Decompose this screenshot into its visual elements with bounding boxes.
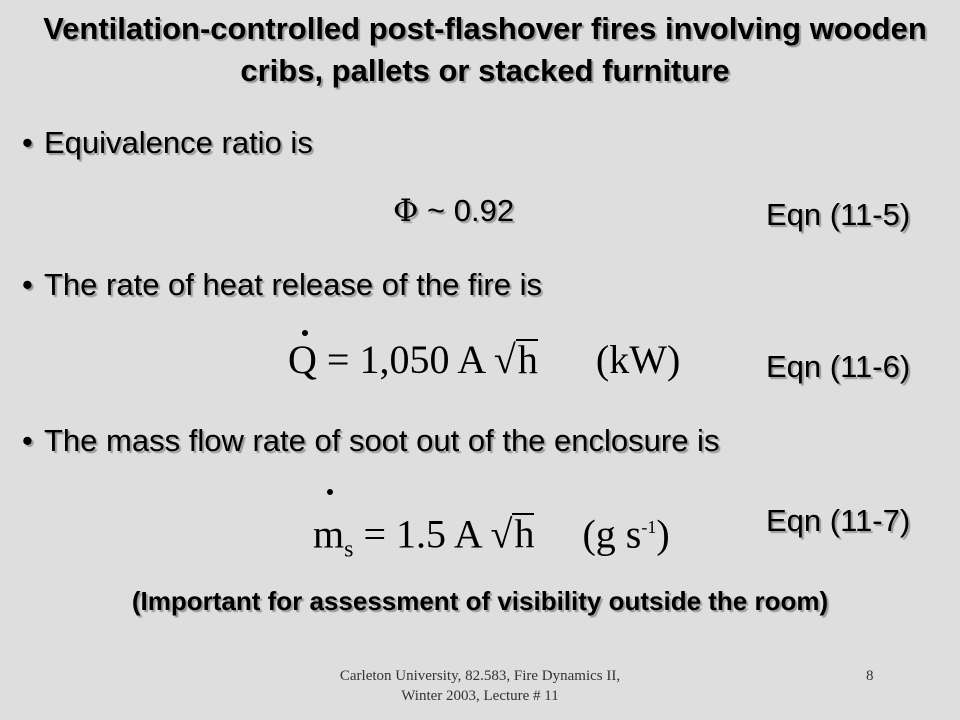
sqrt-sign: √ [490, 511, 513, 557]
bullet-icon: • [22, 423, 33, 458]
eq-root: h [517, 337, 538, 382]
eq-rhs: = 1.5 A [363, 511, 481, 557]
eq-root: h [514, 511, 535, 557]
eq-lhs-sub: s [344, 536, 354, 563]
eq-lhs: m [313, 511, 345, 557]
eq-units: (kW) [595, 337, 681, 382]
eqn-label-11-6: Eqn (11-6) [766, 349, 911, 384]
eqn-label-11-5: Eqn (11-5) [766, 197, 911, 232]
eq-rhs: = 1,050 A [326, 337, 484, 382]
bullet-icon: • [22, 267, 33, 302]
slide-title: Ventilation-controlled post-flashover fires involving wooden cribs, pallets or stacked furniture [43, 11, 927, 88]
eq-units-post: ) [656, 511, 670, 557]
eq-units-pre: (g s [582, 511, 642, 557]
bullet-text: The rate of heat release of the fire is [44, 267, 542, 302]
phi-symbol: Φ [393, 193, 419, 229]
visibility-note: (Important for assessment of visibility outside the room) [131, 586, 829, 616]
equation-heat-release [288, 338, 680, 382]
bullet-icon: • [22, 125, 33, 160]
footer-citation: Carleton University, 82.583, Fire Dynamics II, Winter 2003, Lecture # 11 [339, 668, 621, 704]
bullet-soot-flow [22, 423, 719, 459]
equation-soot-flow [313, 505, 670, 571]
equation-phi [393, 193, 514, 229]
phi-value: ~ 0.92 [427, 193, 515, 228]
bullet-equivalence-ratio [22, 125, 313, 161]
overdot-icon [302, 330, 308, 336]
bullet-heat-release [22, 267, 542, 303]
overdot-icon [327, 489, 333, 495]
bullet-text: The mass flow rate of soot out of the enclosure is [44, 423, 720, 458]
eq-lhs: Q [288, 337, 317, 382]
eq-units-sup: -1 [641, 517, 657, 537]
bullet-text: Equivalence ratio is [44, 125, 313, 160]
eqn-label-11-7: Eqn (11-7) [766, 503, 911, 538]
page-number: 8 [866, 668, 874, 684]
sqrt-sign: √ [493, 337, 516, 382]
